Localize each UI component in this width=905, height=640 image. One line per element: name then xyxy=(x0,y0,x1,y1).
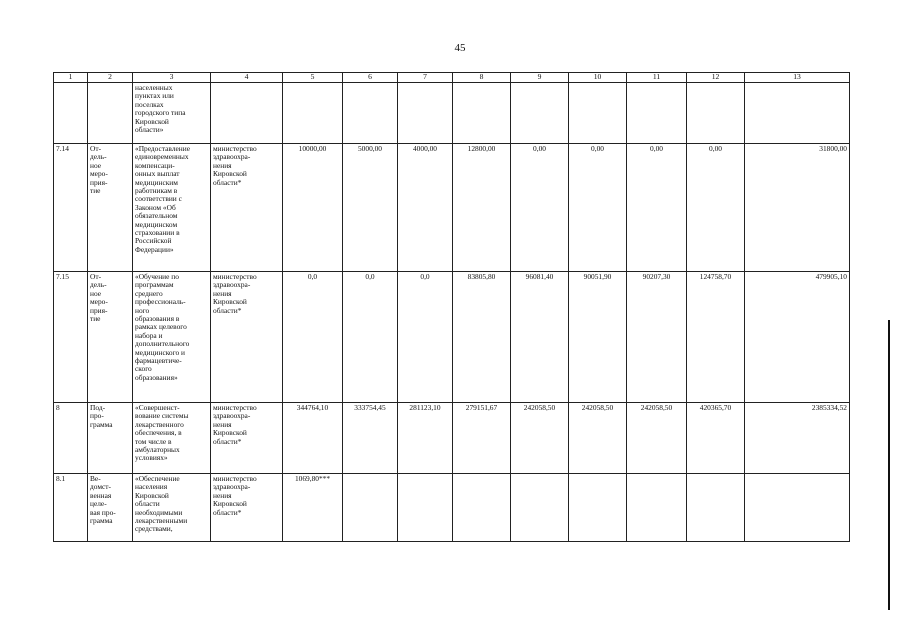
table-row xyxy=(54,403,850,474)
table-cell xyxy=(398,474,453,542)
table-cell: 31800,00 xyxy=(745,144,850,272)
table-cell xyxy=(343,474,398,542)
column-header: 12 xyxy=(687,73,745,83)
table-cell: 83805,80 xyxy=(453,272,511,403)
table-cell xyxy=(211,83,283,144)
table-cell xyxy=(343,83,398,144)
table-cell xyxy=(511,83,569,144)
table-cell xyxy=(453,474,511,542)
page-edge-mark xyxy=(888,320,890,610)
table-cell: 0,0 xyxy=(283,272,343,403)
table-cell xyxy=(569,83,627,144)
table-cell: 10000,00 xyxy=(283,144,343,272)
table-cell: 0,00 xyxy=(511,144,569,272)
table-cell: 90051,90 xyxy=(569,272,627,403)
column-header: 2 xyxy=(88,73,133,83)
column-header: 5 xyxy=(283,73,343,83)
column-header: 9 xyxy=(511,73,569,83)
table-cell: министерство здравоохра- нения Кировской области* xyxy=(211,272,283,403)
table-cell: 7.15 xyxy=(54,272,88,403)
table-cell: 0,00 xyxy=(687,144,745,272)
table-cell: «Обучение по программам среднего профессиональ- ного образования в рамках целевого набора и дополнительного медицинского и фармацевтиче- ского образования» xyxy=(133,272,211,403)
table-cell xyxy=(745,474,850,542)
column-header: 10 xyxy=(569,73,627,83)
column-header: 6 xyxy=(343,73,398,83)
table-cell: 96081,40 xyxy=(511,272,569,403)
table-cell: 0,0 xyxy=(398,272,453,403)
table-cell xyxy=(745,83,850,144)
table-cell xyxy=(569,474,627,542)
table-cell: 420365,70 xyxy=(687,403,745,474)
table-cell: 12800,00 xyxy=(453,144,511,272)
table-cell: От- дель- ное меро- прия- тие xyxy=(88,144,133,272)
column-header: 11 xyxy=(627,73,687,83)
table-cell: 0,00 xyxy=(627,144,687,272)
table-cell xyxy=(398,83,453,144)
table-cell: 4000,00 xyxy=(398,144,453,272)
table-row xyxy=(54,474,850,542)
table-cell: 0,00 xyxy=(569,144,627,272)
table-row xyxy=(54,83,850,144)
table-cell: 124758,70 xyxy=(687,272,745,403)
table-cell: 333754,45 xyxy=(343,403,398,474)
table-cell: Ве- домст- венная целе- вая про- грамма xyxy=(88,474,133,542)
table-cell: 8 xyxy=(54,403,88,474)
table-cell xyxy=(687,474,745,542)
table-cell: министерство здравоохра- нения Кировской области* xyxy=(211,144,283,272)
budget-table xyxy=(53,72,850,542)
table-cell xyxy=(283,83,343,144)
table-cell xyxy=(627,474,687,542)
column-header: 13 xyxy=(745,73,850,83)
table-cell: 242058,50 xyxy=(511,403,569,474)
column-number-row xyxy=(54,73,850,83)
column-header: 8 xyxy=(453,73,511,83)
table-cell: министерство здравоохра- нения Кировской области* xyxy=(211,403,283,474)
table-cell: 8.1 xyxy=(54,474,88,542)
table-cell: 242058,50 xyxy=(627,403,687,474)
table-cell: 0,0 xyxy=(343,272,398,403)
table-cell xyxy=(511,474,569,542)
table-cell: 5000,00 xyxy=(343,144,398,272)
table-cell xyxy=(88,83,133,144)
table-cell: 279151,67 xyxy=(453,403,511,474)
table-cell xyxy=(54,83,88,144)
table-cell: «Предоставление единовременных компенсаци- онных выплат медицинским работникам в соответствии с Законом «Об обязательном медицинском страховании в Российской Федерации» xyxy=(133,144,211,272)
table-cell xyxy=(627,83,687,144)
table-cell: 1069,80*** xyxy=(283,474,343,542)
table-row xyxy=(54,144,850,272)
table-cell: 90207,30 xyxy=(627,272,687,403)
table-cell: 2385334,52 xyxy=(745,403,850,474)
table-cell: 281123,10 xyxy=(398,403,453,474)
table-cell: населенных пунктах или поселках городского типа Кировской области» xyxy=(133,83,211,144)
column-header: 3 xyxy=(133,73,211,83)
table-cell: От- дель- ное меро- прия- тие xyxy=(88,272,133,403)
table-cell: 344764,10 xyxy=(283,403,343,474)
table-cell: 7.14 xyxy=(54,144,88,272)
table-cell xyxy=(687,83,745,144)
column-header: 4 xyxy=(211,73,283,83)
column-header: 7 xyxy=(398,73,453,83)
page-number: 45 xyxy=(454,42,466,54)
table-cell: «Совершенст- вование системы лекарственного обеспечения, в том числе в амбулаторных условиях» xyxy=(133,403,211,474)
table-cell: Под- про- грамма xyxy=(88,403,133,474)
column-header: 1 xyxy=(54,73,88,83)
table-cell: «Обеспечение населения Кировской области необходимыми лекарственными средствами, xyxy=(133,474,211,542)
table-cell: 479905,10 xyxy=(745,272,850,403)
table-cell: 242058,50 xyxy=(569,403,627,474)
table-cell: министерство здравоохра- нения Кировской области* xyxy=(211,474,283,542)
table-row xyxy=(54,272,850,403)
table-cell xyxy=(453,83,511,144)
